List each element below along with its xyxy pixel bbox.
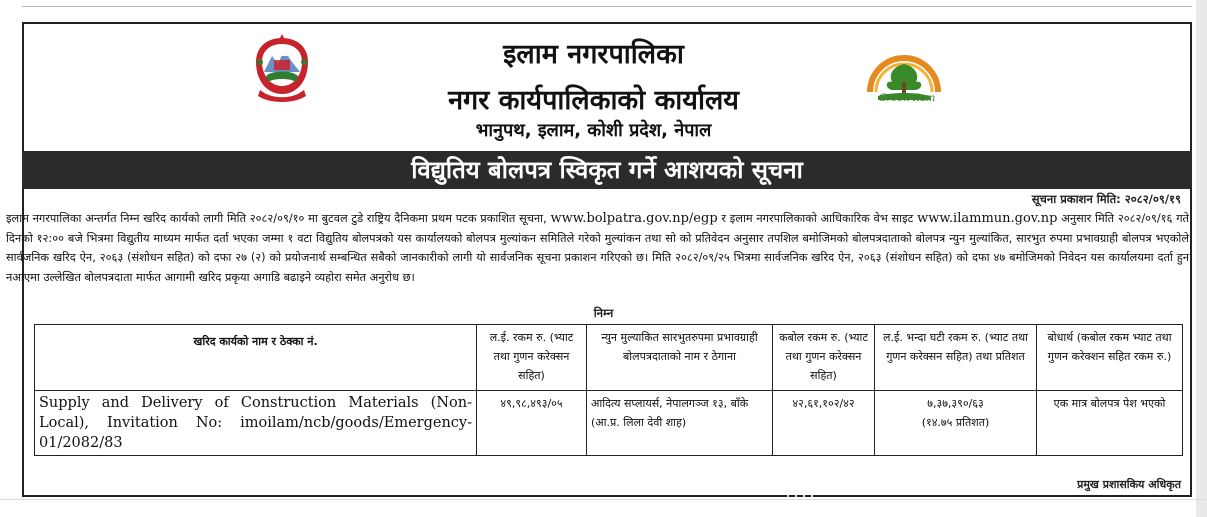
green-ilam-label: Green Ilam [878,93,936,104]
office-name: नगर कार्यपालिकाको कार्यालय [448,85,739,116]
bottom-divider [0,499,1207,500]
notice-body-text-1: इलाम नगरपालिका अन्तर्गत निम्न खरिद कार्यको लागी मिति २०८२/०९/१० मा बुटवल टुडे राष्ट्रिय दैनिकमा प्रथम पटक प्रकाशित सूचना, [6,212,551,225]
col-header-remarks: बोधार्थ (कबोल रकम भ्याट तथा गुणन करेक्शन सहित रकम रु.) [1037,325,1183,391]
bidder-details: आदित्य सप्लायर्स, नेपालगञ्ज १३, बाँके (आ.प्र. लिला देवी शाह) [587,391,773,456]
col-header-bidder: न्युन मुल्याकित सारभुतरुपमा प्रभावग्राही बोलपत्रदाताको नाम र ठेगाना [587,325,773,391]
col-header-bid-amount: कबोल रकम रु. (भ्याट तथा गुणन करेक्सन सहित) [773,325,875,391]
notice-title: विद्युतिय बोलपत्र स्विकृत गर्ने आशयको सूचना [411,156,803,184]
work-description: Supply and Delivery of Construction Materials (Non-Local), Invitation No: imoilam/ncb/goods/Emergency-01/2082/83 [35,391,477,456]
page-edge-shadow [1196,0,1207,517]
municipality-name: इलाम नगरपालिका [503,39,684,70]
notice-title-banner [22,151,1192,189]
remarks: एक मात्र बोलपत्र पेश भएको [1037,391,1183,456]
notice-body-text-2: र इलाम नगरपालिकाको आधिकारिक वेभ साइट [717,212,918,225]
notice-body [6,209,1189,287]
office-address: भानुपथ, इलाम, कोशी प्रदेश, नेपाल [475,120,712,141]
difference-amount: ७,३७,३९०/६३ [927,397,984,410]
table-subheading: निम्न [593,306,614,320]
difference-percent: (१४.७५ प्रतिशत) [921,416,990,429]
col-header-difference: ल.ई. भन्दा घटी रकम रु. (भ्याट तथा गुणन करेक्सन सहित) तथा प्रतिशत [875,325,1037,391]
publication-date: सूचना प्रकाशन मिति: २०८२/०९/१९ [1031,192,1181,206]
bolpatra-link: www.bolpatra.gov.np/egp [550,211,718,226]
table-header-row [35,325,1183,391]
estimate-amount: ४९,९८,४९३/०५ [477,391,587,456]
col-header-estimate: ल.ई. रकम रु. (भ्याट तथा गुणन करेक्सन सहित) [477,325,587,391]
bid-amount: ४२,६१,१०२/४२ [773,391,875,456]
print-registration-dots-icon [786,494,826,498]
col-header-work-name: खरिद कार्यको नाम र ठेक्का नं. [35,325,477,391]
top-rule [22,6,1192,7]
bid-table [34,324,1183,456]
difference-cell [875,391,1037,456]
notice-body-text-3: अनुसार मिति २०८२/०९/१६ गते दिनको १२:०० बजे भित्रमा विद्युतीय माध्यम मार्फत दर्ता भएका जम्मा १ वटा विद्युतिय बोलपत्रको यस कार्यालयको बोलपत्र मुल्यांकन समितिले गरेको मुल्यांकन तथा सो को प्रतिवेदन अनुसार तपशिल बमोजिमको बोलपत्रदाताको बोलपत्र न्युन मुल्यांकित, सारभुत रुपमा प्रभावग्राही बोलपत्र भएकोले सार्वजनिक खरिद ऐन, २०६३ (संशोधन सहित) को दफा २७ (२) को प्रयोजनार्थ सम्बन्धित सबैको जानकारीको लागी यो सार्वजनिक सूचना प्रकाशन गरिएको छ। मिति २०८२/०९/२५ भित्रमा सार्वजनिक खरिद ऐन, २०६३ (संशोधन सहित) को दफा ४७ बमोजिमको निवेदन यस कार्यालयमा दर्ता हुन नआएमा उल्लेखित बोलपत्रदाता मार्फत आगामी खरिद प्रकृया अगाडि बढाइने व्यहोरा समेत अनुरोध छ। [6,212,1189,284]
table-row [35,391,1183,456]
signatory-title: प्रमुख प्रशासकिय अधिकृत [1077,478,1181,491]
municipality-website-link: www.ilammun.gov.np [917,211,1058,226]
